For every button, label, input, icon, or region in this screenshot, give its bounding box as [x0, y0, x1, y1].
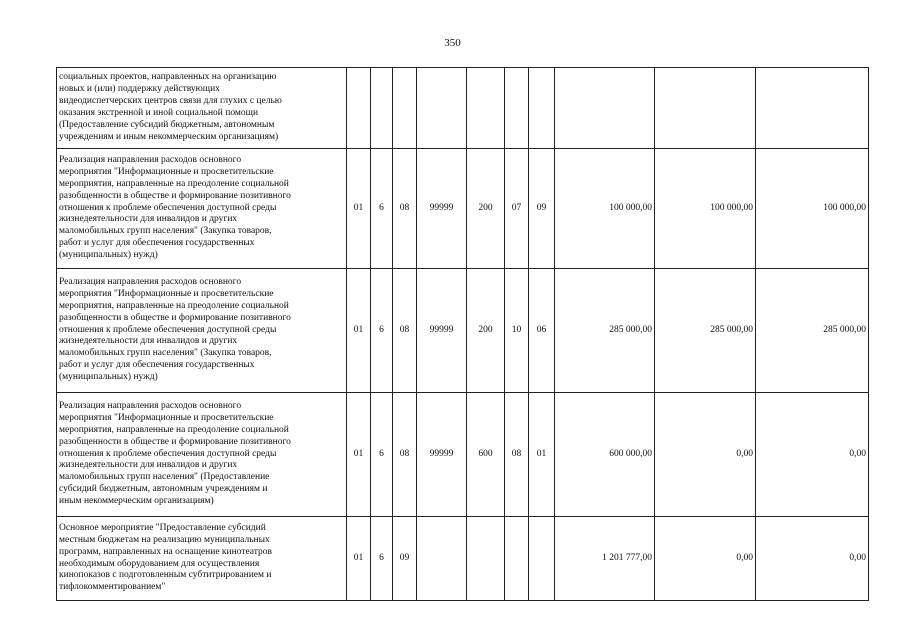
program-code: [347, 68, 371, 149]
direction-code: 99999: [417, 269, 467, 393]
direction-code: [417, 68, 467, 149]
direction-code: [417, 517, 467, 601]
program-code: 01: [347, 149, 371, 269]
row-description: социальных проектов, направленных на организацию новых и (или) поддержку действующих видеодиспетчерских центров связи для глухих с целью оказания экстренной и иной социальной помощи (Предоставление субсидий бюджетным, автономным учреждениям и иным некоммерческим организациям): [57, 68, 347, 149]
amount-year-2: [655, 68, 756, 149]
table-row: [57, 149, 869, 269]
event-code: 09: [393, 517, 417, 601]
subsection-code: [529, 517, 555, 601]
table-row: [57, 269, 869, 393]
section-code: 10: [505, 269, 529, 393]
subprogram-code: 6: [371, 393, 393, 517]
table-row: [57, 517, 869, 601]
subsection-code: 06: [529, 269, 555, 393]
section-code: [505, 68, 529, 149]
subprogram-code: 6: [371, 149, 393, 269]
amount-year-2: 285 000,00: [655, 269, 756, 393]
budget-table: [56, 67, 869, 601]
expense-type-code: 200: [467, 269, 505, 393]
expense-type-code: [467, 68, 505, 149]
subprogram-code: [371, 68, 393, 149]
program-code: 01: [347, 269, 371, 393]
expense-type-code: [467, 517, 505, 601]
expense-type-code: 200: [467, 149, 505, 269]
amount-year-1: 100 000,00: [555, 149, 655, 269]
row-description: Реализация направления расходов основного мероприятия "Информационные и просветительские мероприятия, направленные на преодоление социальной разобщенности в обществе и формирование позитивного отношения к проблеме обеспечения доступной среды жизнедеятельности для инвалидов и других маломобильных групп населения" (Закупка товаров, работ и услуг для обеспечения государственных (муниципальных) нужд): [57, 149, 347, 269]
amount-year-3: 0,00: [756, 517, 869, 601]
subsection-code: [529, 68, 555, 149]
amount-year-1: 285 000,00: [555, 269, 655, 393]
amount-year-2: 100 000,00: [655, 149, 756, 269]
table-row: [57, 68, 869, 149]
direction-code: 99999: [417, 149, 467, 269]
section-code: 07: [505, 149, 529, 269]
row-description: Основное мероприятие "Предоставление субсидий местным бюджетам на реализацию муниципальных программ, направленных на оснащение кинотеатров необходимым оборудованием для осуществления кинопоказов с подготовленным субтитрированием и тифлокомментированием": [57, 517, 347, 601]
row-description: Реализация направления расходов основного мероприятия "Информационные и просветительские мероприятия, направленные на преодоление социальной разобщенности в обществе и формирование позитивного отношения к проблеме обеспечения доступной среды жизнедеятельности для инвалидов и других маломобильных групп населения" (Закупка товаров, работ и услуг для обеспечения государственных (муниципальных) нужд): [57, 269, 347, 393]
subprogram-code: 6: [371, 269, 393, 393]
amount-year-3: 0,00: [756, 393, 869, 517]
program-code: 01: [347, 393, 371, 517]
direction-code: 99999: [417, 393, 467, 517]
row-description: Реализация направления расходов основного мероприятия "Информационные и просветительские мероприятия, направленные на преодоление социальной разобщенности в обществе и формирование позитивного отношения к проблеме обеспечения доступной среды жизнедеятельности для инвалидов и других маломобильных групп населения" (Предоставление субсидий бюджетным, автономным учреждениям и иным некоммерческим организациям): [57, 393, 347, 517]
expense-type-code: 600: [467, 393, 505, 517]
amount-year-3: 100 000,00: [756, 149, 869, 269]
amount-year-3: 285 000,00: [756, 269, 869, 393]
amount-year-1: 1 201 777,00: [555, 517, 655, 601]
event-code: 08: [393, 393, 417, 517]
section-code: [505, 517, 529, 601]
amount-year-1: 600 000,00: [555, 393, 655, 517]
event-code: 08: [393, 269, 417, 393]
section-code: 08: [505, 393, 529, 517]
subprogram-code: 6: [371, 517, 393, 601]
amount-year-3: [756, 68, 869, 149]
event-code: [393, 68, 417, 149]
page-number: 350: [444, 37, 461, 49]
table-row: [57, 393, 869, 517]
subsection-code: 01: [529, 393, 555, 517]
event-code: 08: [393, 149, 417, 269]
amount-year-2: 0,00: [655, 393, 756, 517]
amount-year-2: 0,00: [655, 517, 756, 601]
amount-year-1: [555, 68, 655, 149]
program-code: 01: [347, 517, 371, 601]
subsection-code: 09: [529, 149, 555, 269]
